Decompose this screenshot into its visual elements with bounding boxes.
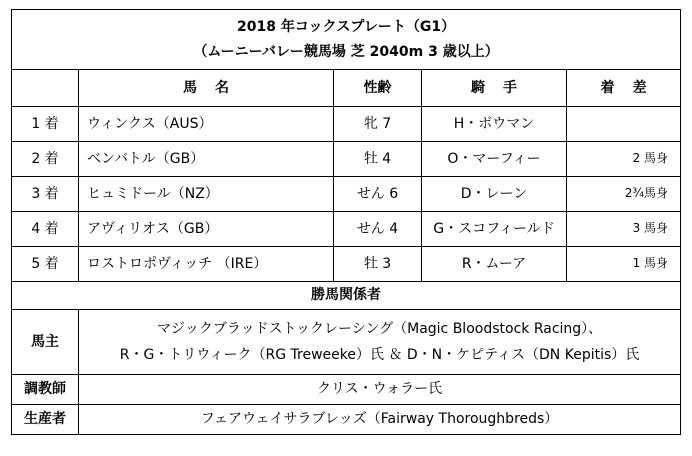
- race-title-line-1: 2018 年コックスプレート（G1）: [236, 18, 456, 35]
- race-title-line-2: （ムーニーバレー競馬場 芝 2040m 3 歳以上）: [193, 44, 499, 60]
- connections-heading-row: [12, 282, 681, 310]
- owner-value: [79, 310, 681, 375]
- finish-position: 5 着: [12, 247, 79, 282]
- finish-margin: 2 馬身: [567, 142, 681, 177]
- table-row: [12, 142, 681, 177]
- jockey-name: H・ボウマン: [422, 107, 567, 142]
- horse-name: アヴィリオス（GB）: [79, 212, 334, 247]
- horse-name: ヒュミドール（NZ）: [79, 177, 334, 212]
- finish-position: 4 着: [12, 212, 79, 247]
- table-row: [12, 177, 681, 212]
- header-jockey: [422, 70, 567, 107]
- breeder-value: フェアウェイサラブレッズ（Fairway Thoroughbreds）: [79, 405, 681, 435]
- table-row: [12, 107, 681, 142]
- sex-age: せん 4: [334, 212, 422, 247]
- sex-age: 牡 3: [334, 247, 422, 282]
- sex-age: せん 6: [334, 177, 422, 212]
- header-horse: [79, 70, 334, 107]
- connections-heading: 勝馬関係者: [12, 282, 681, 310]
- breeder-label: 生産者: [12, 405, 79, 435]
- finish-position: 1 着: [12, 107, 79, 142]
- header-row: [12, 70, 681, 107]
- trainer-row: [12, 375, 681, 405]
- trainer-value: クリス・ウォラー氏: [79, 375, 681, 405]
- sex-age: 牡 4: [334, 142, 422, 177]
- trainer-label: 調教師: [12, 375, 79, 405]
- race-result-table: [11, 9, 681, 435]
- header-age: 性齢: [334, 70, 422, 107]
- race-title: [12, 10, 681, 70]
- title-row: [12, 10, 681, 70]
- header-margin: [567, 70, 681, 107]
- finish-margin: [567, 107, 681, 142]
- owner-line-2: R・G・トリウィーク（RG Treweeke）氏 ＆ D・N・ケピティス（DN Kepitis）氏: [119, 346, 640, 363]
- jockey-name: R・ムーア: [422, 247, 567, 282]
- owner-line-1: マジックブラッドストックレーシング（Magic Bloodstock Racing）、: [156, 321, 603, 338]
- horse-name: ロストロポヴィッチ （IRE）: [79, 247, 334, 282]
- owner-row: [12, 310, 681, 375]
- horse-name: ベンバトル（GB）: [79, 142, 334, 177]
- breeder-row: [12, 405, 681, 435]
- sex-age: 牝 7: [334, 107, 422, 142]
- horse-name: ウィンクス（AUS）: [79, 107, 334, 142]
- finish-position: 3 着: [12, 177, 79, 212]
- table-row: [12, 247, 681, 282]
- header-position: [12, 70, 79, 107]
- finish-margin: 2¾馬身: [567, 177, 681, 212]
- owner-label: 馬主: [12, 310, 79, 375]
- jockey-name: D・レーン: [422, 177, 567, 212]
- header-margin-label: 着差: [600, 79, 665, 96]
- jockey-name: O・マーフィー: [422, 142, 567, 177]
- finish-margin: 1 馬身: [567, 247, 681, 282]
- finish-position: 2 着: [12, 142, 79, 177]
- header-horse-label: 馬名: [183, 79, 247, 96]
- finish-margin: 3 馬身: [567, 212, 681, 247]
- table-row: [12, 212, 681, 247]
- jockey-name: G・スコフィールド: [422, 212, 567, 247]
- header-jockey-label: 騎手: [471, 79, 535, 96]
